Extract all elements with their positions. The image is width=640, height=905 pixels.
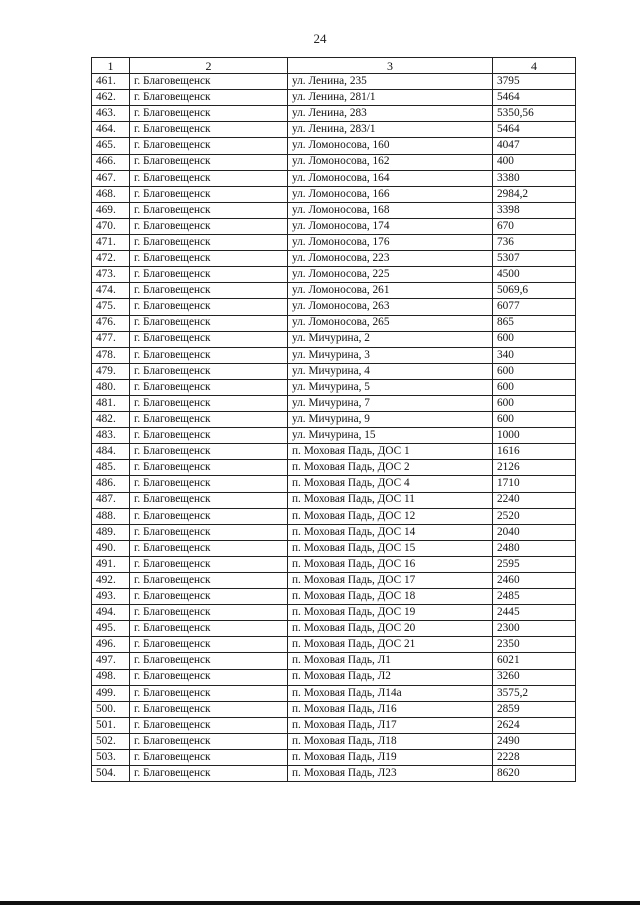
row-number: 488.: [92, 508, 130, 524]
area-value: 2460: [493, 573, 576, 589]
city-name: г. Благовещенск: [130, 267, 288, 283]
table-row: [92, 733, 576, 749]
area-value: 340: [493, 347, 576, 363]
area-value: 600: [493, 395, 576, 411]
table-row: [92, 122, 576, 138]
address: п. Моховая Падь, Л14а: [288, 685, 493, 701]
city-name: г. Благовещенск: [130, 540, 288, 556]
table-row: [92, 395, 576, 411]
row-number: 473.: [92, 267, 130, 283]
table-row: [92, 685, 576, 701]
row-number: 486.: [92, 476, 130, 492]
table-row: [92, 202, 576, 218]
city-name: г. Благовещенск: [130, 669, 288, 685]
row-number: 474.: [92, 283, 130, 299]
city-name: г. Благовещенск: [130, 74, 288, 90]
address: ул. Мичурина, 7: [288, 395, 493, 411]
city-name: г. Благовещенск: [130, 766, 288, 782]
area-value: 5069,6: [493, 283, 576, 299]
row-number: 466.: [92, 154, 130, 170]
city-name: г. Благовещенск: [130, 395, 288, 411]
row-number: 471.: [92, 235, 130, 251]
area-value: 3575,2: [493, 685, 576, 701]
city-name: г. Благовещенск: [130, 251, 288, 267]
table-row: [92, 170, 576, 186]
address: п. Моховая Падь, ДОС 15: [288, 540, 493, 556]
table-row: [92, 283, 576, 299]
row-number: 480.: [92, 379, 130, 395]
row-number: 493.: [92, 589, 130, 605]
row-number: 470.: [92, 218, 130, 234]
address: ул. Ломоносова, 164: [288, 170, 493, 186]
city-name: г. Благовещенск: [130, 556, 288, 572]
area-value: 600: [493, 412, 576, 428]
table-row: [92, 331, 576, 347]
area-value: 4047: [493, 138, 576, 154]
address: ул. Мичурина, 5: [288, 379, 493, 395]
address: ул. Мичурина, 2: [288, 331, 493, 347]
row-number: 461.: [92, 74, 130, 90]
table-row: [92, 669, 576, 685]
table-row: [92, 315, 576, 331]
city-name: г. Благовещенск: [130, 363, 288, 379]
area-value: 2984,2: [493, 186, 576, 202]
city-name: г. Благовещенск: [130, 460, 288, 476]
address: п. Моховая Падь, ДОС 16: [288, 556, 493, 572]
table-row: [92, 637, 576, 653]
page-number: 24: [313, 31, 327, 46]
table-row: [92, 621, 576, 637]
area-value: 2240: [493, 492, 576, 508]
address: ул. Ленина, 283: [288, 106, 493, 122]
row-number: 498.: [92, 669, 130, 685]
area-value: 1616: [493, 444, 576, 460]
address: ул. Ленина, 235: [288, 74, 493, 90]
row-number: 497.: [92, 653, 130, 669]
table-row: [92, 379, 576, 395]
area-value: 600: [493, 363, 576, 379]
address: ул. Мичурина, 9: [288, 412, 493, 428]
table-row: [92, 106, 576, 122]
row-number: 477.: [92, 331, 130, 347]
row-number: 482.: [92, 412, 130, 428]
address: ул. Ломоносова, 162: [288, 154, 493, 170]
address: ул. Ленина, 283/1: [288, 122, 493, 138]
address: п. Моховая Падь, ДОС 18: [288, 589, 493, 605]
city-name: г. Благовещенск: [130, 186, 288, 202]
city-name: г. Благовещенск: [130, 605, 288, 621]
table-row: [92, 74, 576, 90]
address: п. Моховая Падь, ДОС 4: [288, 476, 493, 492]
address: ул. Ломоносова, 265: [288, 315, 493, 331]
table-row: [92, 492, 576, 508]
area-value: 4500: [493, 267, 576, 283]
scan-edge-line: [0, 901, 640, 905]
city-name: г. Благовещенск: [130, 347, 288, 363]
city-name: г. Благовещенск: [130, 750, 288, 766]
row-number: 467.: [92, 170, 130, 186]
city-name: г. Благовещенск: [130, 717, 288, 733]
row-number: 494.: [92, 605, 130, 621]
row-number: 469.: [92, 202, 130, 218]
address: ул. Мичурина, 4: [288, 363, 493, 379]
row-number: 501.: [92, 717, 130, 733]
row-number: 475.: [92, 299, 130, 315]
address: ул. Ломоносова, 263: [288, 299, 493, 315]
city-name: г. Благовещенск: [130, 524, 288, 540]
address: ул. Ломоносова, 223: [288, 251, 493, 267]
address: п. Моховая Падь, ДОС 20: [288, 621, 493, 637]
city-name: г. Благовещенск: [130, 170, 288, 186]
row-number: 503.: [92, 750, 130, 766]
area-value: 3260: [493, 669, 576, 685]
address: п. Моховая Падь, ДОС 2: [288, 460, 493, 476]
city-name: г. Благовещенск: [130, 733, 288, 749]
row-number: 483.: [92, 428, 130, 444]
table-row: [92, 476, 576, 492]
city-name: г. Благовещенск: [130, 235, 288, 251]
row-number: 487.: [92, 492, 130, 508]
table-row: [92, 556, 576, 572]
row-number: 468.: [92, 186, 130, 202]
row-number: 502.: [92, 733, 130, 749]
city-name: г. Благовещенск: [130, 379, 288, 395]
address: ул. Ломоносова, 261: [288, 283, 493, 299]
table-row: [92, 508, 576, 524]
city-name: г. Благовещенск: [130, 412, 288, 428]
area-value: 400: [493, 154, 576, 170]
area-value: 2624: [493, 717, 576, 733]
city-name: г. Благовещенск: [130, 106, 288, 122]
area-value: 600: [493, 331, 576, 347]
address: ул. Ломоносова, 168: [288, 202, 493, 218]
address: ул. Ленина, 281/1: [288, 90, 493, 106]
table-row: [92, 412, 576, 428]
city-name: г. Благовещенск: [130, 508, 288, 524]
area-value: 6077: [493, 299, 576, 315]
table-header: [92, 58, 576, 74]
row-number: 496.: [92, 637, 130, 653]
table-row: [92, 299, 576, 315]
address: п. Моховая Падь, Л18: [288, 733, 493, 749]
table-row: [92, 444, 576, 460]
area-value: 2520: [493, 508, 576, 524]
row-number: 492.: [92, 573, 130, 589]
row-number: 463.: [92, 106, 130, 122]
row-number: 462.: [92, 90, 130, 106]
area-value: 865: [493, 315, 576, 331]
table-row: [92, 460, 576, 476]
area-value: 5307: [493, 251, 576, 267]
address: ул. Мичурина, 3: [288, 347, 493, 363]
table-row: [92, 766, 576, 782]
table-row: [92, 347, 576, 363]
land-plots-table: [91, 57, 576, 782]
area-value: 5350,56: [493, 106, 576, 122]
row-number: 484.: [92, 444, 130, 460]
row-number: 481.: [92, 395, 130, 411]
address: п. Моховая Падь, Л2: [288, 669, 493, 685]
address: п. Моховая Падь, Л17: [288, 717, 493, 733]
area-value: 8620: [493, 766, 576, 782]
row-number: 491.: [92, 556, 130, 572]
table-row: [92, 573, 576, 589]
row-number: 500.: [92, 701, 130, 717]
header-row: [92, 58, 576, 74]
row-number: 495.: [92, 621, 130, 637]
table-row: [92, 605, 576, 621]
city-name: г. Благовещенск: [130, 218, 288, 234]
address: п. Моховая Падь, ДОС 19: [288, 605, 493, 621]
address: ул. Ломоносова, 176: [288, 235, 493, 251]
row-number: 504.: [92, 766, 130, 782]
area-value: 2480: [493, 540, 576, 556]
city-name: г. Благовещенск: [130, 138, 288, 154]
area-value: 3380: [493, 170, 576, 186]
table-row: [92, 750, 576, 766]
address: п. Моховая Падь, Л1: [288, 653, 493, 669]
address: п. Моховая Падь, ДОС 12: [288, 508, 493, 524]
address: п. Моховая Падь, ДОС 21: [288, 637, 493, 653]
address: ул. Ломоносова, 160: [288, 138, 493, 154]
table-row: [92, 90, 576, 106]
header-col-city: 2: [130, 58, 288, 74]
table-row: [92, 251, 576, 267]
city-name: г. Благовещенск: [130, 492, 288, 508]
table-row: [92, 701, 576, 717]
area-value: 2228: [493, 750, 576, 766]
area-value: 2445: [493, 605, 576, 621]
address: п. Моховая Падь, Л23: [288, 766, 493, 782]
area-value: 2859: [493, 701, 576, 717]
area-value: 5464: [493, 122, 576, 138]
area-value: 2490: [493, 733, 576, 749]
city-name: г. Благовещенск: [130, 428, 288, 444]
area-value: 3795: [493, 74, 576, 90]
city-name: г. Благовещенск: [130, 444, 288, 460]
area-value: 2126: [493, 460, 576, 476]
table-row: [92, 267, 576, 283]
area-value: 2350: [493, 637, 576, 653]
row-number: 476.: [92, 315, 130, 331]
area-value: 2485: [493, 589, 576, 605]
table-body: [92, 74, 576, 782]
header-col-address: 3: [288, 58, 493, 74]
area-value: 600: [493, 379, 576, 395]
address: ул. Ломоносова, 174: [288, 218, 493, 234]
area-value: 6021: [493, 653, 576, 669]
city-name: г. Благовещенск: [130, 685, 288, 701]
row-number: 490.: [92, 540, 130, 556]
area-value: 5464: [493, 90, 576, 106]
address: п. Моховая Падь, ДОС 14: [288, 524, 493, 540]
table-row: [92, 235, 576, 251]
address: ул. Ломоносова, 166: [288, 186, 493, 202]
table-row: [92, 154, 576, 170]
area-value: 670: [493, 218, 576, 234]
address: п. Моховая Падь, Л16: [288, 701, 493, 717]
table-row: [92, 363, 576, 379]
row-number: 489.: [92, 524, 130, 540]
address: п. Моховая Падь, ДОС 11: [288, 492, 493, 508]
table-row: [92, 540, 576, 556]
row-number: 478.: [92, 347, 130, 363]
area-value: 736: [493, 235, 576, 251]
row-number: 485.: [92, 460, 130, 476]
city-name: г. Благовещенск: [130, 476, 288, 492]
address: п. Моховая Падь, Л19: [288, 750, 493, 766]
city-name: г. Благовещенск: [130, 637, 288, 653]
area-value: 1710: [493, 476, 576, 492]
table-row: [92, 186, 576, 202]
row-number: 465.: [92, 138, 130, 154]
row-number: 464.: [92, 122, 130, 138]
city-name: г. Благовещенск: [130, 202, 288, 218]
row-number: 479.: [92, 363, 130, 379]
area-value: 3398: [493, 202, 576, 218]
city-name: г. Благовещенск: [130, 283, 288, 299]
city-name: г. Благовещенск: [130, 621, 288, 637]
area-value: 2300: [493, 621, 576, 637]
city-name: г. Благовещенск: [130, 299, 288, 315]
area-value: 1000: [493, 428, 576, 444]
city-name: г. Благовещенск: [130, 701, 288, 717]
table-row: [92, 717, 576, 733]
header-col-number: 1: [92, 58, 130, 74]
table-row: [92, 589, 576, 605]
table-row: [92, 428, 576, 444]
address: ул. Мичурина, 15: [288, 428, 493, 444]
area-value: 2595: [493, 556, 576, 572]
table-row: [92, 524, 576, 540]
city-name: г. Благовещенск: [130, 315, 288, 331]
area-value: 2040: [493, 524, 576, 540]
city-name: г. Благовещенск: [130, 589, 288, 605]
row-number: 472.: [92, 251, 130, 267]
table-row: [92, 138, 576, 154]
address: ул. Ломоносова, 225: [288, 267, 493, 283]
city-name: г. Благовещенск: [130, 653, 288, 669]
table-row: [92, 218, 576, 234]
header-col-area: 4: [493, 58, 576, 74]
address: п. Моховая Падь, ДОС 17: [288, 573, 493, 589]
city-name: г. Благовещенск: [130, 122, 288, 138]
city-name: г. Благовещенск: [130, 573, 288, 589]
address: п. Моховая Падь, ДОС 1: [288, 444, 493, 460]
row-number: 499.: [92, 685, 130, 701]
table-row: [92, 653, 576, 669]
city-name: г. Благовещенск: [130, 90, 288, 106]
city-name: г. Благовещенск: [130, 331, 288, 347]
city-name: г. Благовещенск: [130, 154, 288, 170]
